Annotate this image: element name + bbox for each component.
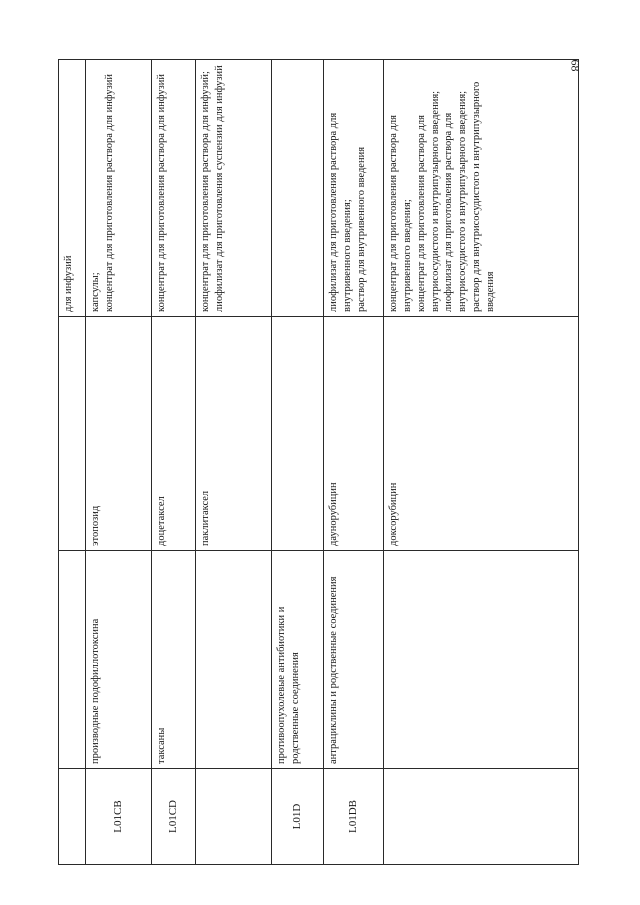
group-name: антрациклины и родственные соединения (324, 551, 384, 769)
atc-code: L01D (272, 769, 324, 865)
table-row (324, 60, 384, 865)
dosage-form: лиофилизат для приготовления раствора для внутривенного введения; (328, 112, 353, 312)
table-row (86, 60, 152, 865)
group-name (196, 551, 272, 769)
dosage-forms (86, 60, 152, 317)
dosage-forms (272, 60, 324, 317)
atc-code (384, 769, 579, 865)
dosage-form: капсулы; (90, 272, 101, 312)
drug-table (58, 59, 579, 865)
table-row (59, 60, 86, 865)
table-row (384, 60, 579, 865)
atc-code: L01CB (86, 769, 152, 865)
dosage-form: концентрат для приготовления раствора для инфузий (103, 74, 115, 312)
drug-name: доксорубицин (384, 317, 579, 551)
drug-name: паклитаксел (196, 317, 272, 551)
group-name: противоопухолевые антибиотики и родственные соединения (272, 551, 324, 769)
dosage-form: концентрат для приготовления раствора для инфузий; (200, 71, 211, 312)
table-row (152, 60, 196, 865)
drug-table-rotated (58, 60, 578, 865)
dosage-form: раствор для внутривенного введения (355, 146, 367, 312)
dosage-forms (59, 60, 86, 317)
page-number: 68 (568, 59, 583, 72)
dosage-form: концентрат для приготовления раствора для внутривенного введения; (388, 115, 413, 312)
dosage-forms (152, 60, 196, 317)
dosage-form: лиофилизат для приготовления раствора для внутрисосудистого и внутрипузырного введения; (443, 90, 469, 312)
drug-name: даунорубицин (324, 317, 384, 551)
group-name (384, 551, 579, 769)
dosage-forms (384, 60, 579, 317)
group-name: производные подофиллотоксина (86, 551, 152, 769)
dosage-form: лиофилизат для приготовления суспензии для инфузий (213, 65, 225, 312)
atc-code (196, 769, 272, 865)
atc-code (59, 769, 86, 865)
dosage-forms (324, 60, 384, 317)
atc-code: L01DB (324, 769, 384, 865)
table-row (196, 60, 272, 865)
group-name: таксаны (152, 551, 196, 769)
drug-name (59, 317, 86, 551)
table-row (272, 60, 324, 865)
drug-name (272, 317, 324, 551)
dosage-form: раствор для внутрисосудистого и внутрипузырного введения (471, 81, 497, 312)
group-name (59, 551, 86, 769)
drug-name: доцетаксел (152, 317, 196, 551)
dosage-form: для инфузий (63, 255, 74, 312)
dosage-form: концентрат для приготовления раствора для инфузий (156, 74, 167, 312)
atc-code: L01CD (152, 769, 196, 865)
drug-name: этопозид (86, 317, 152, 551)
dosage-forms (196, 60, 272, 317)
dosage-form: концентрат для приготовления раствора для внутрисосудистого и внутрипузырного введения; (415, 90, 441, 312)
